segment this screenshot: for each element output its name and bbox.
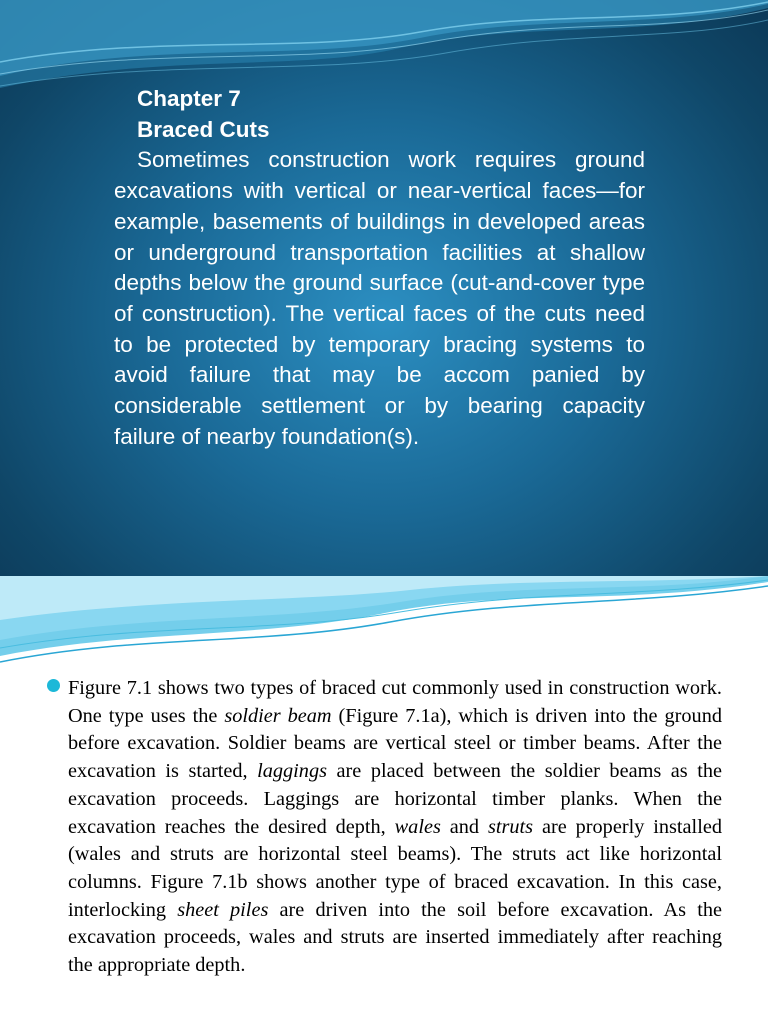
text-run: are properly installed (wales and struts are horizontal steel beams). The struts act like horizontal columns. Figure 7.1b shows another type of braced excavation. In this case, interlocking: [68, 815, 722, 921]
body-paragraph: [68, 675, 722, 980]
text-run: are driven into the soil before excavation. As the excavation proceeds, wales and struts are inserted immediately after reaching the appropriate depth.: [68, 898, 723, 977]
italic-term: laggings: [257, 760, 327, 783]
bullet-icon: [47, 679, 60, 692]
slide1-text-block: [114, 84, 645, 452]
slide-braced-cut-types: [0, 576, 768, 1024]
italic-term: sheet piles: [177, 898, 269, 921]
intro-paragraph: Sometimes construction work requires ground excavations with vertical or near-vertical faces—for example, basements of buildings in developed areas or underground transportation facilities at shallow depths below the ground surface (cut-and-cover type of construction). The vertical faces of the cuts need to be protected by temporary bracing systems to avoid failure that may be accom panied by considerable settlement or by bearing capacity failure of nearby foundation(s).: [114, 147, 645, 449]
italic-term: struts: [487, 815, 534, 838]
text-run: Figure 7.1 shows two types of braced cut commonly used in construction work. One type uses the: [68, 677, 722, 727]
text-run: (Figure 7.1a), which is driven into the ground before excavation. Soldier beams are vertical steel or timber beams. After the excavation is started,: [68, 704, 722, 783]
italic-term: soldier beam: [224, 704, 332, 727]
top-wave-decoration: [0, 576, 768, 671]
chapter-label: Chapter 7: [137, 86, 241, 111]
slide-title: Braced Cuts: [137, 116, 270, 142]
italic-term: wales: [394, 815, 441, 838]
text-run: and: [440, 815, 488, 838]
text-run: are placed between the soldier beams as the excavation proceeds. Laggings are horizontal timber planks. When the excavation reaches the desired depth,: [68, 760, 722, 838]
